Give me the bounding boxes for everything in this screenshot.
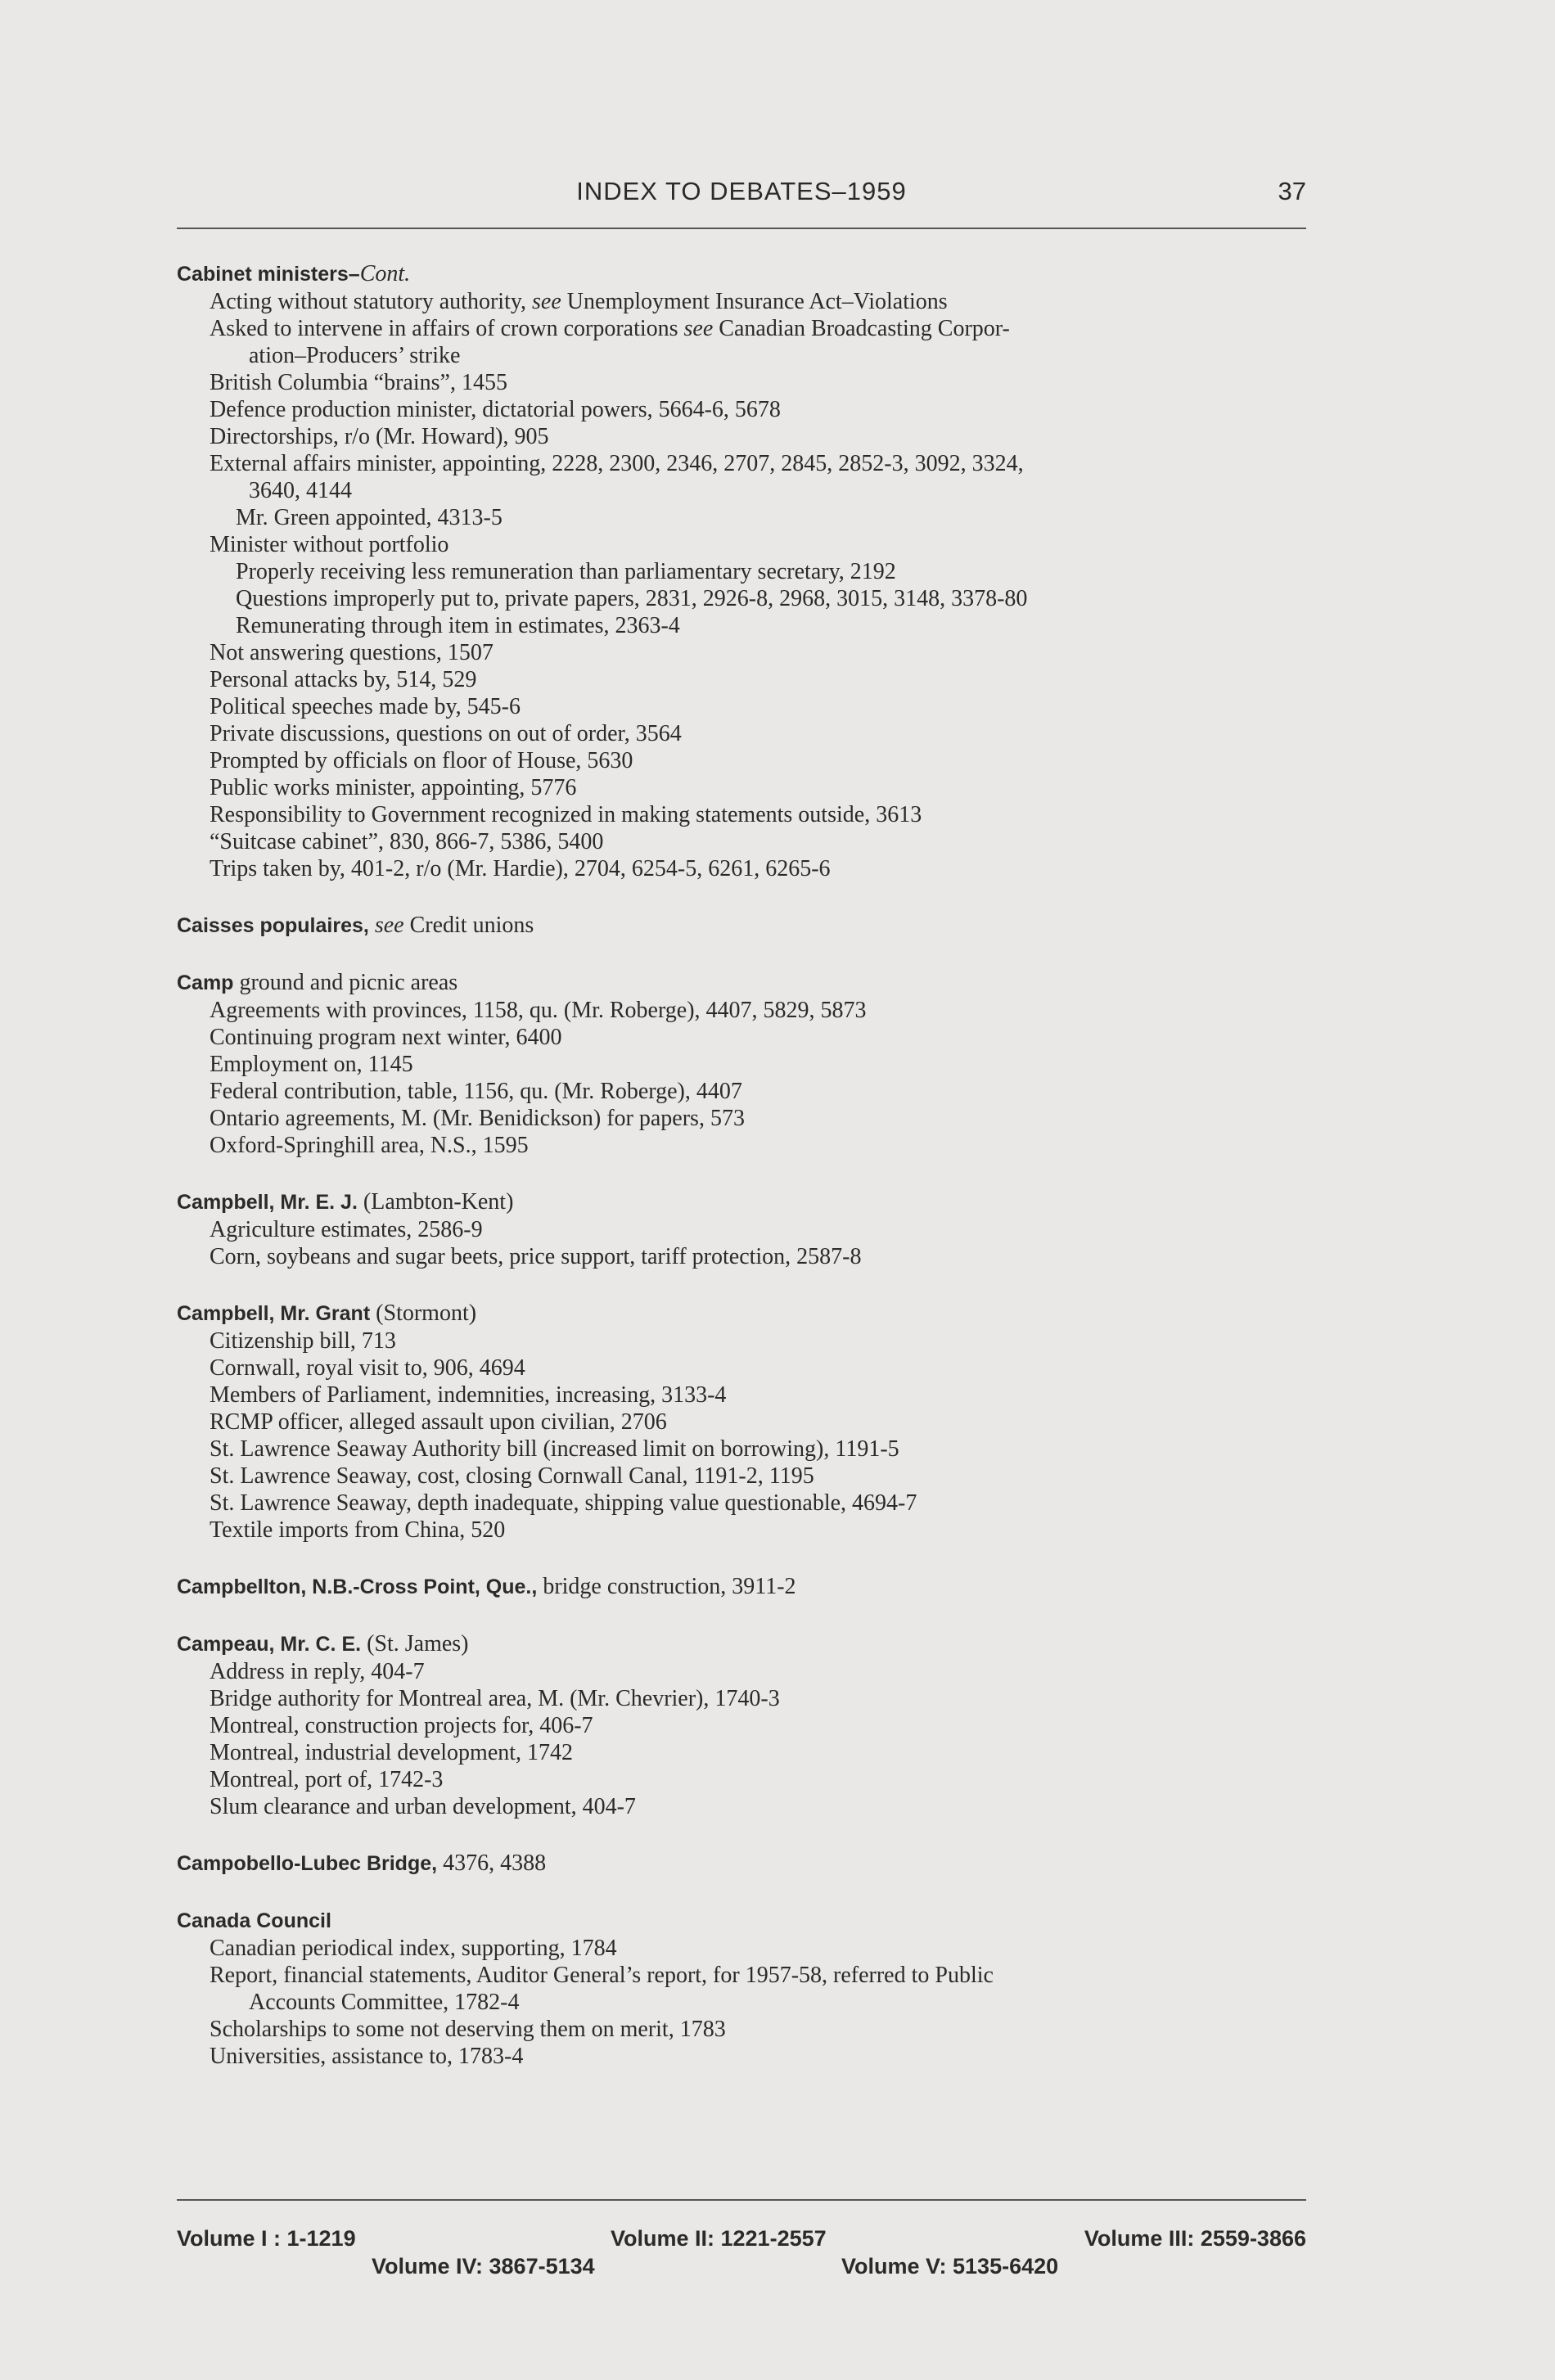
sub-entry-text: St. Lawrence Seaway, depth inadequate, shipping value questionable, 4694-7 <box>210 1490 917 1516</box>
heading-term: Caisses populaires, <box>177 914 369 937</box>
sub-entry <box>177 1935 1323 1962</box>
volume-4: Volume IV: 3867-5134 <box>372 2254 595 2279</box>
sub-entry <box>177 1766 1323 1793</box>
sub-entry-text: Corn, soybeans and sugar beets, price support, tariff protection, 2587-8 <box>210 1244 862 1269</box>
volume-1: Volume I : 1-1219 <box>177 2226 356 2251</box>
sub-entry-text: Asked to intervene in affairs of crown corporations <box>210 316 684 341</box>
header-rule <box>177 228 1306 229</box>
sub-entry-text: St. Lawrence Seaway, cost, closing Cornwall Canal, 1191-2, 1195 <box>210 1463 814 1489</box>
sub-entry <box>177 1712 1323 1739</box>
sub-entry <box>177 1216 1323 1243</box>
continuation-line: ation–Producers’ strike <box>249 343 461 368</box>
sub-entry <box>177 801 1323 828</box>
index-entries <box>177 260 1323 2099</box>
index-entry <box>177 1907 1323 2070</box>
sub-entry-text: Political speeches made by, 545-6 <box>210 694 521 719</box>
heading-detail: (Stormont) <box>370 1300 477 1326</box>
sub-entry <box>177 693 1323 720</box>
heading-italic: Cont. <box>359 261 411 286</box>
sub-entry-text: Public works minister, appointing, 5776 <box>210 775 577 800</box>
sub-entry-text: Agreements with provinces, 1158, qu. (Mr. Roberge), 4407, 5829, 5873 <box>210 998 867 1023</box>
sub-entry <box>177 747 1323 774</box>
index-entry <box>177 1630 1323 1820</box>
page-number: 37 <box>1278 177 1306 205</box>
sub-entry <box>177 288 1323 315</box>
entry-heading <box>177 1188 1323 1216</box>
sub-entry <box>177 585 1323 612</box>
sub-entry-text: Citizenship bill, 713 <box>210 1328 396 1354</box>
sub-entry <box>177 612 1323 639</box>
sub-entry <box>177 1051 1323 1078</box>
sub-entry-text: Bridge authority for Montreal area, M. (Mr. Chevrier), 1740-3 <box>210 1686 780 1711</box>
sub-entry-text: Continuing program next winter, 6400 <box>210 1025 562 1050</box>
sub-entry-text: Federal contribution, table, 1156, qu. (Mr. Roberge), 4407 <box>210 1079 742 1104</box>
sub-entry <box>177 1436 1323 1463</box>
sub-entry <box>177 828 1323 855</box>
heading-term: Canada Council <box>177 1909 331 1932</box>
sub-entry-text: Directorships, r/o (Mr. Howard), 905 <box>210 424 549 449</box>
entry-heading <box>177 260 1323 288</box>
sub-entry-text: Acting without statutory authority, <box>210 289 533 314</box>
sub-entry <box>177 1685 1323 1712</box>
see-reference: see <box>683 316 714 341</box>
sub-entry-text: Address in reply, 404-7 <box>210 1659 425 1684</box>
heading-detail: ground and picnic areas <box>233 970 458 995</box>
sub-entry-text: Minister without portfolio <box>210 532 449 557</box>
sub-entry <box>177 315 1323 369</box>
entry-heading <box>177 1300 1323 1327</box>
heading-term: Campobello-Lubec Bridge, <box>177 1852 438 1875</box>
sub-entry <box>177 666 1323 693</box>
heading-term: Cabinet ministers– <box>177 263 360 286</box>
sub-entry-text: Remunerating through item in estimates, 2363-4 <box>236 613 680 638</box>
sub-entry-text: Mr. Green appointed, 4313-5 <box>236 505 503 530</box>
sub-entry-text: Scholarships to some not deserving them on merit, 1783 <box>210 2017 726 2042</box>
sub-entry-text: Canadian periodical index, supporting, 1784 <box>210 1936 617 1961</box>
sub-entry-text: “Suitcase cabinet”, 830, 866-7, 5386, 5400 <box>210 829 604 854</box>
sub-entry <box>177 1327 1323 1355</box>
sub-entry <box>177 855 1323 882</box>
sub-entry-text: Universities, assistance to, 1783-4 <box>210 2044 524 2069</box>
sub-entry <box>177 2043 1323 2070</box>
sub-entry-text: Ontario agreements, M. (Mr. Benidickson) for papers, 573 <box>210 1106 745 1131</box>
sub-entry-text: British Columbia “brains”, 1455 <box>210 370 507 395</box>
sub-entry <box>177 1490 1323 1517</box>
reference-target: Unemployment Insurance Act–Violations <box>561 289 948 314</box>
sub-entry <box>177 396 1323 423</box>
sub-entry <box>177 1517 1323 1544</box>
sub-entry <box>177 2016 1323 2043</box>
volume-5: Volume V: 5135-6420 <box>841 2254 1059 2279</box>
sub-entry-text: Prompted by officials on floor of House, 5630 <box>210 748 633 773</box>
heading-term: Camp <box>177 971 234 994</box>
entry-heading <box>177 912 1323 940</box>
entry-heading <box>177 1630 1323 1658</box>
entry-heading <box>177 1907 1323 1935</box>
sub-entry-text: External affairs minister, appointing, 2228, 2300, 2346, 2707, 2845, 2852-3, 3092, 3324, <box>210 451 1024 476</box>
index-entry <box>177 1850 1323 1877</box>
heading-term: Campbell, Mr. Grant <box>177 1302 371 1325</box>
sub-entry-text: Report, financial statements, Auditor General’s report, for 1957-58, referred to Public <box>210 1963 994 1988</box>
sub-entry <box>177 531 1323 558</box>
entry-heading <box>177 1573 1323 1601</box>
sub-entry <box>177 558 1323 585</box>
heading-term: Campbell, Mr. E. J. <box>177 1191 358 1214</box>
sub-entry-text: Montreal, port of, 1742-3 <box>210 1767 444 1792</box>
sub-entry <box>177 1463 1323 1490</box>
sub-entry <box>177 1355 1323 1382</box>
index-entry <box>177 1188 1323 1270</box>
sub-entry-text: Oxford-Springhill area, N.S., 1595 <box>210 1133 529 1158</box>
sub-entry-text: Defence production minister, dictatorial powers, 5664-6, 5678 <box>210 397 781 422</box>
page-title: INDEX TO DEBATES–1959 <box>576 177 907 205</box>
index-entry <box>177 1300 1323 1544</box>
index-entry <box>177 260 1323 882</box>
continuation-line: Accounts Committee, 1782-4 <box>249 1990 520 2015</box>
sub-entry <box>177 1382 1323 1409</box>
sub-entry <box>177 1793 1323 1820</box>
sub-entry-text: Slum clearance and urban development, 404-7 <box>210 1794 636 1819</box>
sub-entry-text: RCMP officer, alleged assault upon civilian, 2706 <box>210 1409 667 1435</box>
footer-rule <box>177 2199 1306 2201</box>
index-entry <box>177 969 1323 1159</box>
entry-heading <box>177 1850 1323 1877</box>
sub-entry-text: Agriculture estimates, 2586-9 <box>210 1217 483 1242</box>
sub-entry <box>177 1962 1323 2016</box>
sub-entry-text: St. Lawrence Seaway Authority bill (increased limit on borrowing), 1191-5 <box>210 1436 899 1462</box>
sub-entry-text: Montreal, construction projects for, 406-7 <box>210 1713 593 1738</box>
sub-entry <box>177 504 1323 531</box>
sub-entry <box>177 1078 1323 1105</box>
sub-entry <box>177 997 1323 1024</box>
sub-entry <box>177 639 1323 666</box>
sub-entry-text: Montreal, industrial development, 1742 <box>210 1740 574 1765</box>
reference-target: Canadian Broadcasting Corpor- <box>713 316 1010 341</box>
heading-term: Campeau, Mr. C. E. <box>177 1633 362 1656</box>
sub-entry-text: Personal attacks by, 514, 529 <box>210 667 477 692</box>
sub-entry-text: Not answering questions, 1507 <box>210 640 494 665</box>
heading-detail: 4376, 4388 <box>437 1850 547 1876</box>
sub-entry <box>177 369 1323 396</box>
see-reference: see <box>532 289 561 314</box>
sub-entry <box>177 1024 1323 1051</box>
sub-entry-text: Cornwall, royal visit to, 906, 4694 <box>210 1355 525 1381</box>
sub-entry-text: Private discussions, questions on out of order, 3564 <box>210 721 682 746</box>
volume-3: Volume III: 2559-3866 <box>1084 2226 1306 2251</box>
heading-detail: (St. James) <box>361 1631 469 1657</box>
heading-detail: bridge construction, 3911-2 <box>537 1574 796 1599</box>
page-header <box>177 174 1306 214</box>
sub-entry-text: Members of Parliament, indemnities, increasing, 3133-4 <box>210 1382 727 1408</box>
heading-term: Campbellton, N.B.-Cross Point, Que., <box>177 1575 538 1598</box>
sub-entry-text: Questions improperly put to, private papers, 2831, 2926-8, 2968, 3015, 3148, 3378-80 <box>236 586 1028 611</box>
sub-entry <box>177 1243 1323 1270</box>
volume-key <box>177 2226 1306 2282</box>
index-entry <box>177 1573 1323 1601</box>
sub-entry-text: Responsibility to Government recognized in making statements outside, 3613 <box>210 802 922 827</box>
sub-entry <box>177 1658 1323 1685</box>
volume-2: Volume II: 1221-2557 <box>611 2226 827 2251</box>
sub-entry <box>177 1105 1323 1132</box>
sub-entry-text: Properly receiving less remuneration than parliamentary secretary, 2192 <box>236 559 896 584</box>
sub-entry-text: Trips taken by, 401-2, r/o (Mr. Hardie), 2704, 6254-5, 6261, 6265-6 <box>210 856 831 881</box>
heading-detail: Credit unions <box>403 913 534 938</box>
sub-entry <box>177 1409 1323 1436</box>
sub-entry-text: Employment on, 1145 <box>210 1052 413 1077</box>
sub-entry <box>177 1132 1323 1159</box>
sub-entry-text: Textile imports from China, 520 <box>210 1517 506 1543</box>
sub-entry <box>177 720 1323 747</box>
index-entry <box>177 912 1323 940</box>
sub-entry <box>177 423 1323 450</box>
sub-entry <box>177 450 1323 504</box>
entry-heading <box>177 969 1323 997</box>
sub-entry <box>177 774 1323 801</box>
continuation-line: 3640, 4144 <box>249 478 352 503</box>
heading-detail: (Lambton-Kent) <box>357 1189 514 1215</box>
heading-italic: see <box>368 913 404 938</box>
sub-entry <box>177 1739 1323 1766</box>
